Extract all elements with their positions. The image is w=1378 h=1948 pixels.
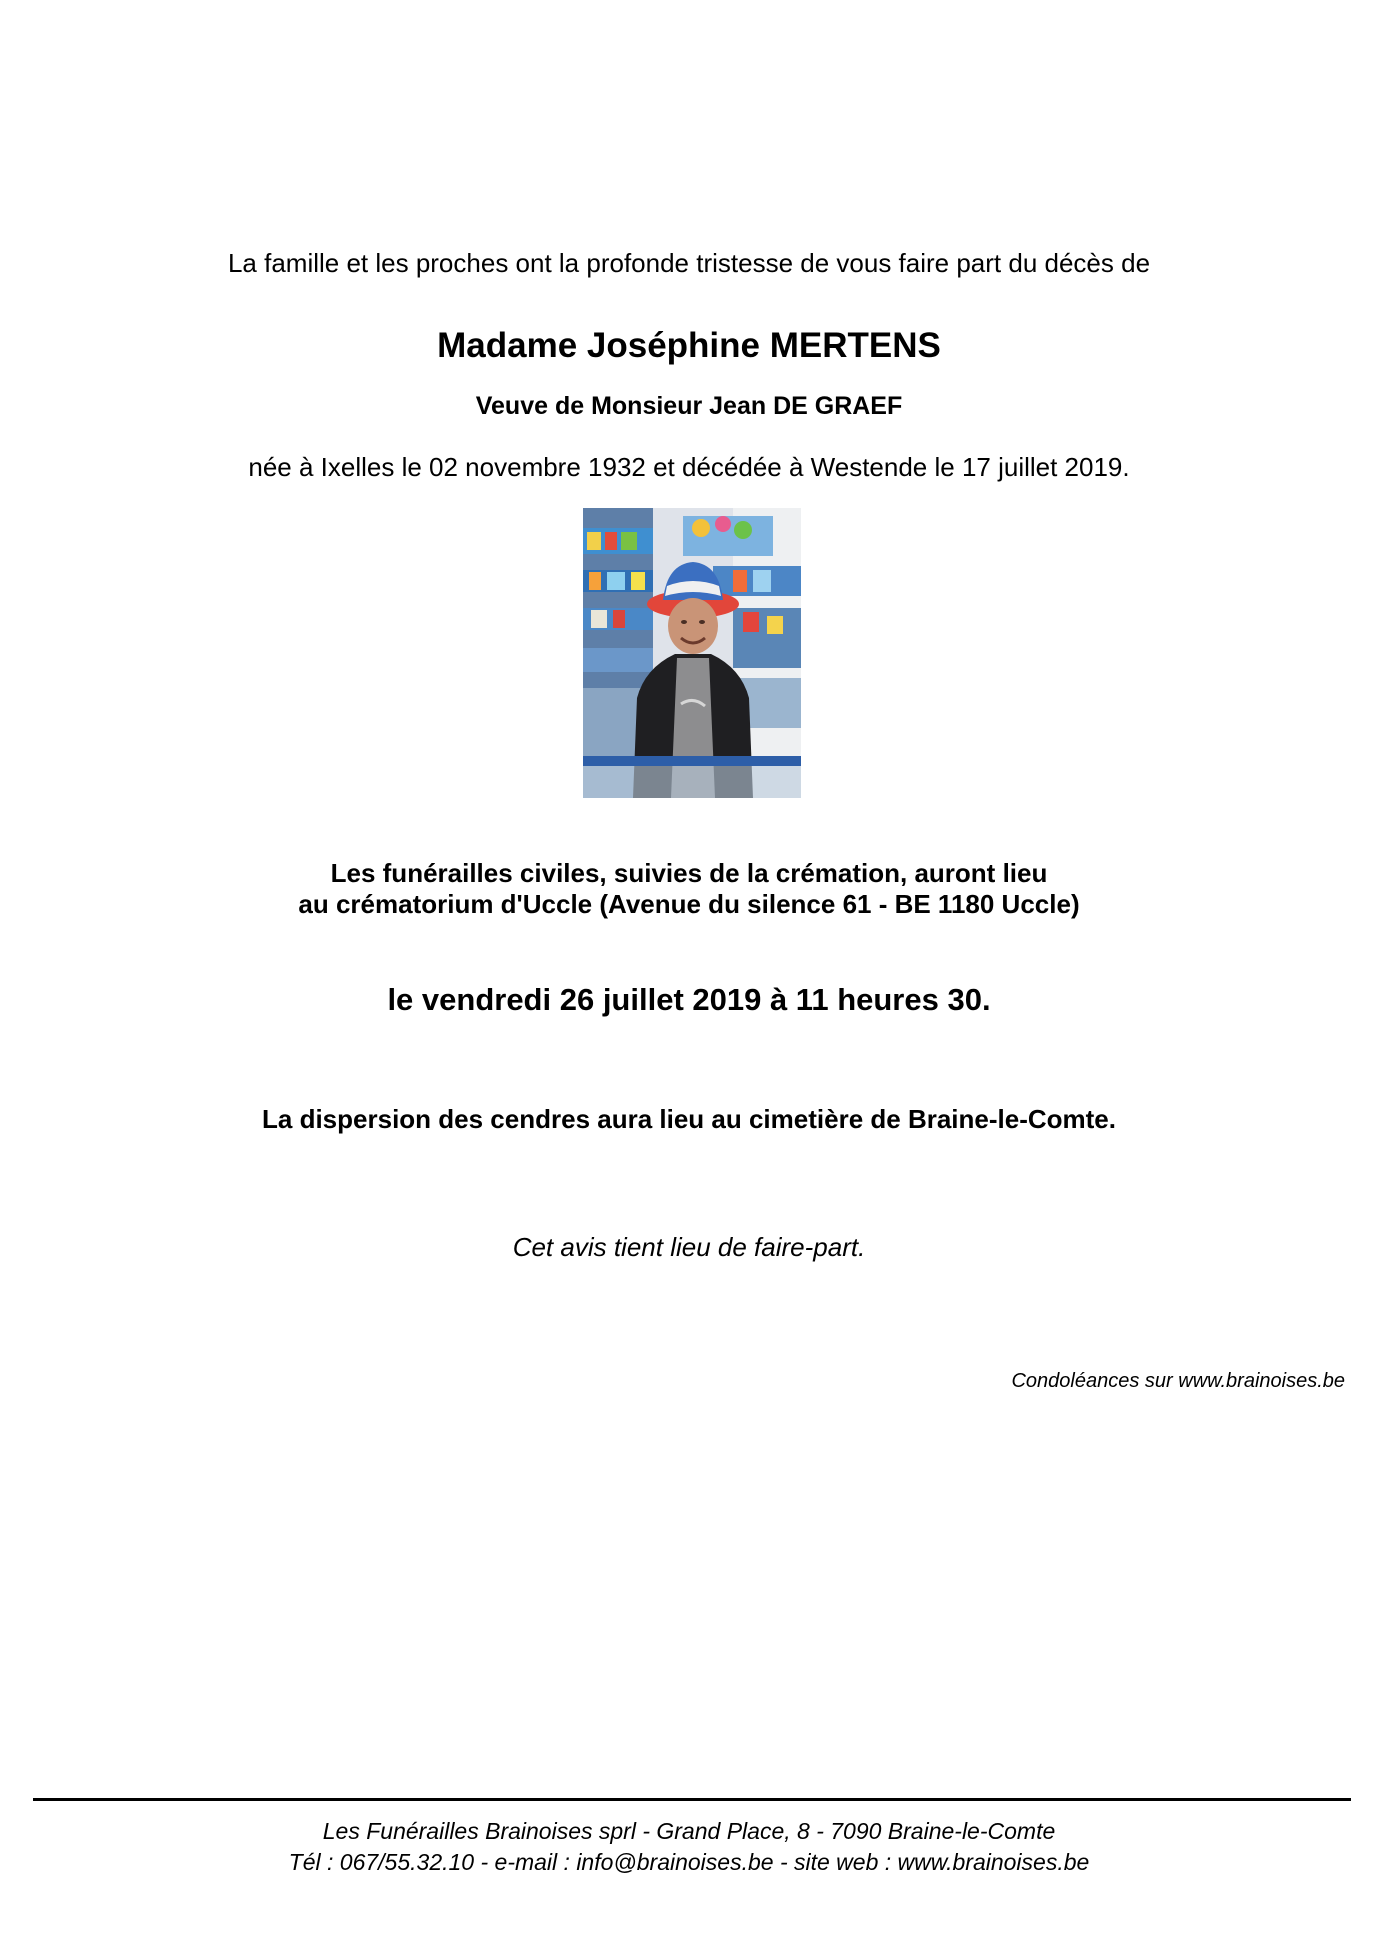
footer-divider — [33, 1798, 1351, 1801]
funeral-text-line-2: au crématorium d'Uccle (Avenue du silence 61 - BE 1180 Uccle) — [298, 889, 1080, 919]
notice-text: Cet avis tient lieu de faire-part. — [512, 1232, 866, 1262]
widow-of-text: Veuve de Monsieur Jean DE GRAEF — [475, 392, 903, 420]
footer-contact: Tél : 067/55.32.10 - e-mail : info@brainoises.be - site web : www.brainoises.be — [288, 1849, 1090, 1875]
birth-death-text: née à Ixelles le 02 novembre 1932 et décédée à Westende le 17 juillet 2019. — [248, 452, 1130, 482]
condolences-link[interactable]: Condoléances sur www.brainoises.be — [1011, 1370, 1345, 1392]
intro-text: La famille et les proches ont la profonde tristesse de vous faire part du décès de — [227, 248, 1151, 278]
ceremony-date-time: le vendredi 26 juillet 2019 à 11 heures 30. — [387, 982, 991, 1017]
deceased-photo — [583, 508, 801, 798]
footer-address: Les Funérailles Brainoises sprl - Grand Place, 8 - 7090 Braine-le-Comte — [322, 1818, 1056, 1844]
ashes-dispersion-text: La dispersion des cendres aura lieu au cimetière de Braine-le-Comte. — [262, 1104, 1116, 1134]
deceased-name: Madame Joséphine MERTENS — [437, 326, 941, 365]
funeral-text-line-1: Les funérailles civiles, suivies de la crémation, auront lieu — [330, 858, 1048, 888]
